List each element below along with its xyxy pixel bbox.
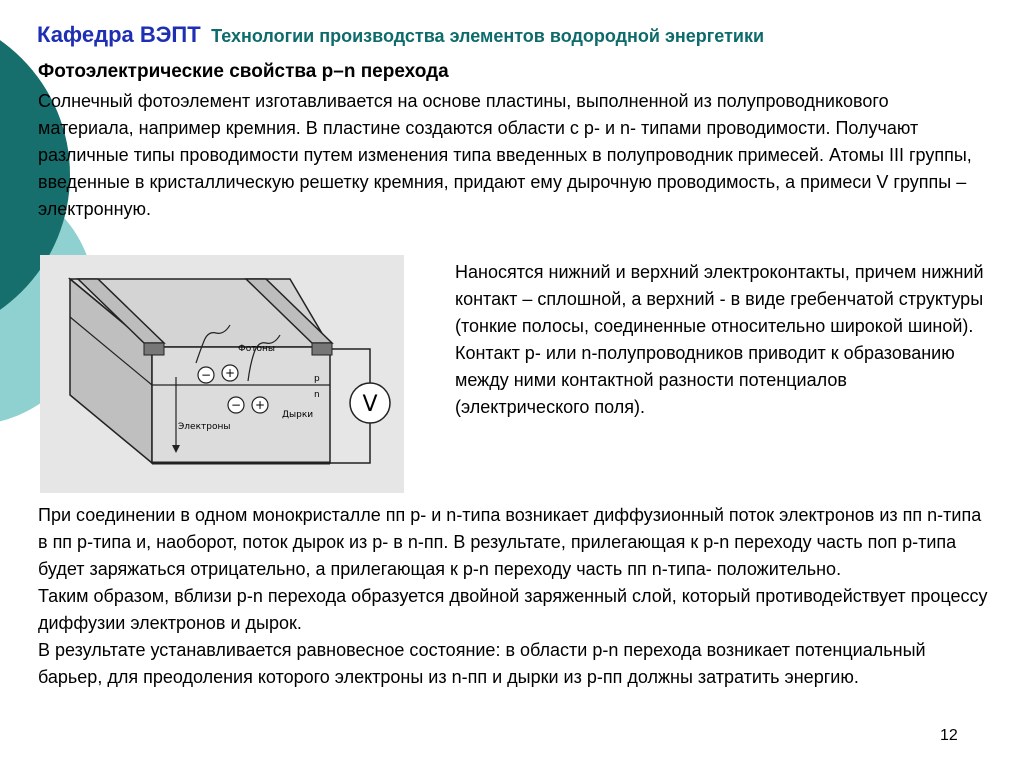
- electron-sign: −: [200, 368, 212, 382]
- voltmeter-label: V: [362, 392, 378, 417]
- wire-top: [332, 349, 370, 383]
- label-p: p: [314, 374, 320, 384]
- conclusion-line-3: В результате устанавливается равновесное состояние: в области p-n перехода возникает потенциальный барьер, для преодоления которого электроны из n-пп и дырки из p-пп должны затратить энергию.: [38, 640, 926, 687]
- department-title: Кафедра ВЭПТ: [37, 22, 201, 47]
- solar-cell-diagram: [40, 255, 404, 493]
- course-subtitle: Технологии производства элементов водородной энергетики: [211, 26, 765, 46]
- conclusion-line-2: Таким образом, вблизи p-n перехода образуется двойной заряженный слой, который противодействует процессу диффузии электронов и дырок.: [38, 586, 988, 633]
- conclusion-line-1: При соединении в одном монокристалле пп p- и n-типа возникает диффузионный поток электронов из пп n-типа в пп p-типа и, наоборот, поток дырок из p- в n-пп. В результате, прилегающая к p-n переходу часть поп p-типа будет заряжаться отрицательно, а прилегающая к p-n переходу часть пп n-типа- положительно.: [38, 505, 982, 579]
- slide-title: Фотоэлектрические свойства p–n перехода: [38, 61, 449, 82]
- right-contact-end: [312, 343, 332, 355]
- intro-paragraph: Солнечный фотоэлемент изготавливается на основе пластины, выполненной из полупроводникового материала, например кремния. В пластине создаются области с p- и n- типами проводимости. Получают различные типы проводимости путем изменения типа введенных в полупроводник примесей. Атомы III группы, введенные в кристаллическую решетку кремния, придают ему дырочную проводимость, а примеси V группы – электронную.: [38, 91, 972, 219]
- contacts-paragraph: Наносятся нижний и верхний электроконтакты, причем нижний контакт – сплошной, а верхний - в виде гребенчатой структуры (тонкие полосы, соединенные относительно широкой шиной). Контакт p- или n-полупроводников приводит к образованию между ними контактной разности потенциалов (электрического поля).: [455, 262, 984, 417]
- hole-sign: +: [224, 366, 236, 380]
- label-n: n: [314, 390, 320, 400]
- label-holes: Дырки: [282, 410, 314, 420]
- label-photons: Фотоны: [238, 344, 275, 354]
- conclusion-paragraph: [38, 502, 993, 691]
- electron-sign-2: −: [230, 398, 242, 412]
- page-number: 12: [940, 727, 958, 744]
- solar-cell-drawing: [40, 255, 404, 493]
- label-electrons: Электроны: [178, 422, 231, 432]
- header: [37, 22, 764, 48]
- hole-sign-2: +: [254, 398, 266, 412]
- left-contact-end: [144, 343, 164, 355]
- wire-bottom: [330, 423, 370, 463]
